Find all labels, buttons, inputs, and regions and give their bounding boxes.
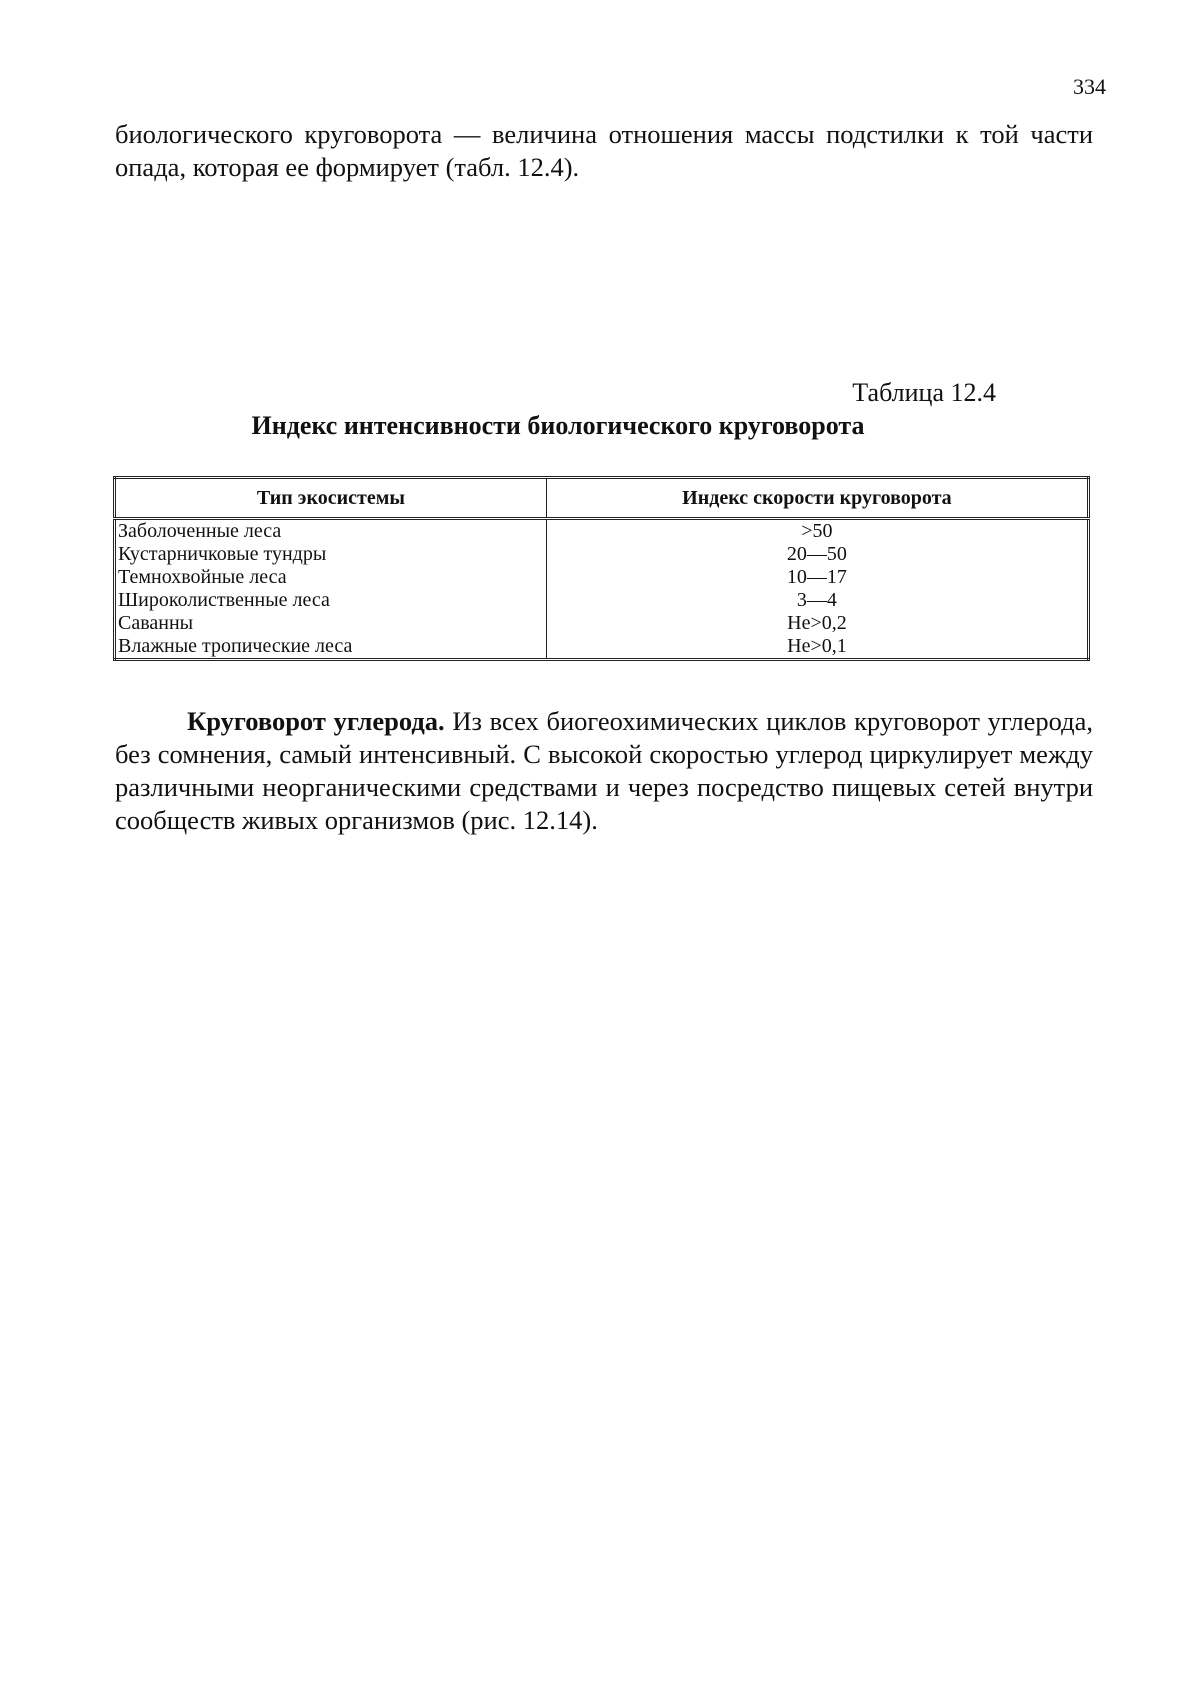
table-row <box>115 566 1089 589</box>
paragraph-text: Из всех биогеохимических циклов круговорот углерода, без сомнения, самый интенсивный. С высокой скоростью углерод циркулирует между различными неорганическими средствами и через посредство пищевых сетей внутри сообществ живых организмов (рис. 12.14). <box>115 706 1093 835</box>
page-number: 334 <box>1073 74 1106 99</box>
table-label: Таблица 12.4 <box>852 378 996 407</box>
data-table <box>113 476 1090 661</box>
cycle-index-cell: Не>0,1 <box>546 635 1088 660</box>
ecosystem-type-cell: Темнохвойные леса <box>115 566 547 589</box>
column-header-index: Индекс скорости круговорота <box>546 478 1088 519</box>
table-row <box>115 612 1089 635</box>
cycle-index-cell: >50 <box>546 519 1088 544</box>
cycle-index-cell: 3—4 <box>546 589 1088 612</box>
ecosystem-type-cell: Саванны <box>115 612 547 635</box>
ecosystem-type-cell: Влажные тропические леса <box>115 635 547 660</box>
ecosystem-type-cell: Кустарничковые тундры <box>115 543 547 566</box>
table-title: Индекс интенсивности биологического круговорота <box>251 411 865 440</box>
table-row <box>115 543 1089 566</box>
column-header-type: Тип экосистемы <box>115 478 547 519</box>
cycle-index-cell: 10—17 <box>546 566 1088 589</box>
table-row <box>115 519 1089 544</box>
body-paragraph-carbon-cycle <box>115 705 1093 837</box>
table-header-row <box>115 478 1089 519</box>
cycle-index-cell: 20—50 <box>546 543 1088 566</box>
ecosystem-type-cell: Заболоченные леса <box>115 519 547 544</box>
section-heading-inline: Круговорот углерода. <box>187 706 445 736</box>
cycle-index-cell: Не>0,2 <box>546 612 1088 635</box>
ecosystem-type-cell: Широколиственные леса <box>115 589 547 612</box>
table-row <box>115 635 1089 660</box>
table-row <box>115 589 1089 612</box>
body-paragraph-top: биологического круговорота — величина отношения массы подстилки к той части опада, которая ее формирует (табл. 12.4). <box>115 119 1093 182</box>
